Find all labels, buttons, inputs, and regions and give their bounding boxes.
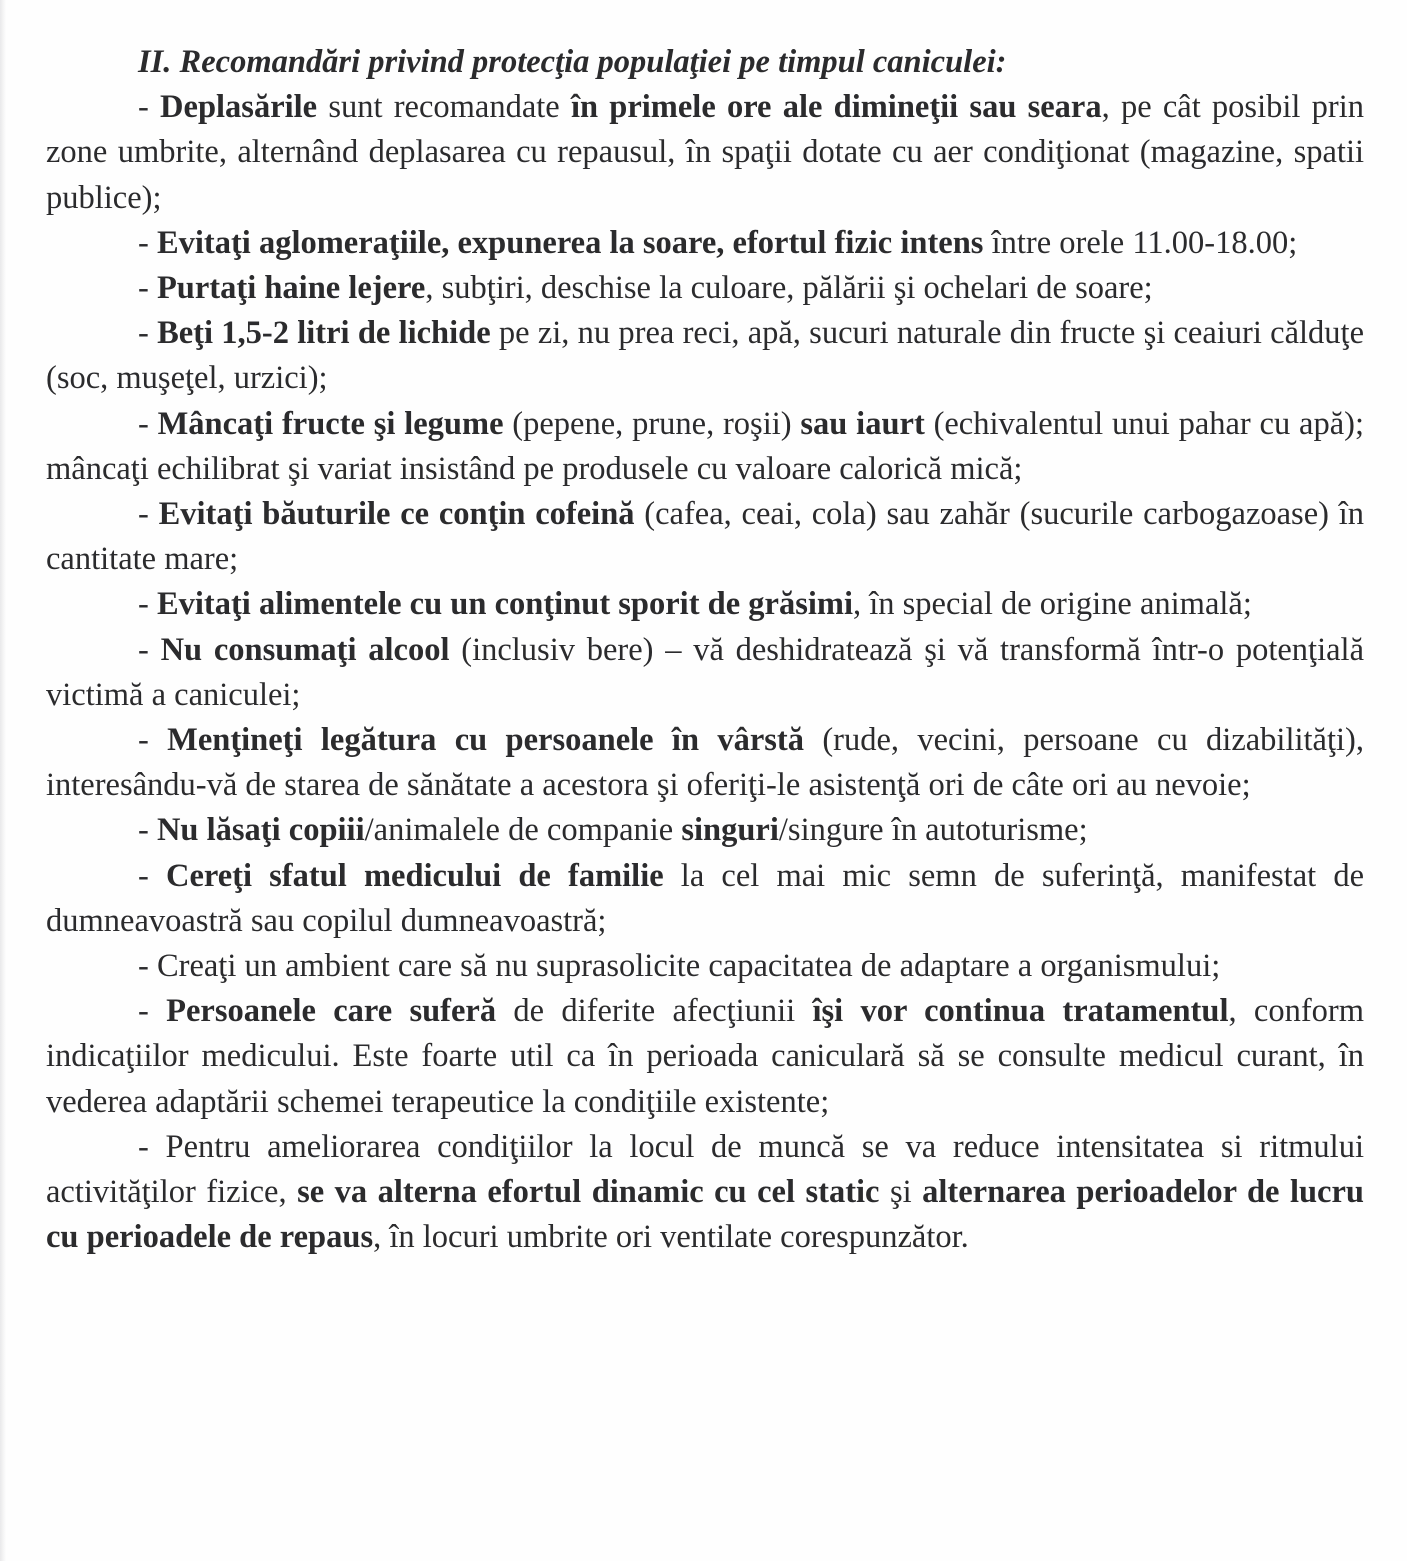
recommendation-item xyxy=(46,492,1364,582)
regular-text: - xyxy=(138,224,157,261)
regular-text: /animalele de companie xyxy=(364,812,682,849)
document-body xyxy=(46,40,1364,1260)
bold-text: în primele ore ale dimineţii sau seara xyxy=(570,89,1102,126)
bold-text: Nu lăsaţi copiii xyxy=(156,812,365,849)
regular-text: - xyxy=(138,405,158,442)
recommendation-item xyxy=(46,85,1364,221)
recommendation-item xyxy=(46,311,1364,401)
regular-text: - xyxy=(138,631,161,668)
bold-text: Deplasările xyxy=(160,89,318,126)
bold-text: îşi vor continua tratamentul xyxy=(812,993,1229,1030)
bold-text: Purtaţi haine lejere xyxy=(156,270,426,307)
bold-text: se va alterna efortul dinamic cu cel static xyxy=(297,1174,880,1211)
section-heading: II. Recomandări privind protecţia populaţiei pe timpul caniculei: xyxy=(138,44,1007,80)
regular-text: - Pentru ameliorarea condiţiilor la locul de muncă se va reduce intensitatea si ritmului activităţilor fizice, xyxy=(46,1128,1364,1211)
regular-text: de diferite afecţiunii xyxy=(496,993,813,1030)
regular-text: (pepene, prune, roşii) xyxy=(503,405,801,442)
bold-text: Evitaţi băuturile ce conţin cofeină xyxy=(158,496,635,533)
bold-text: Nu consumaţi alcool xyxy=(160,631,450,668)
regular-text: - xyxy=(138,586,157,623)
regular-text: - xyxy=(138,89,161,126)
recommendation-item xyxy=(46,854,1364,944)
regular-text: pe zi, nu prea reci, apă, sucuri naturale din fructe şi ceaiuri călduţe (soc, muşeţel, urzici); xyxy=(46,315,1364,397)
regular-text: - xyxy=(138,722,168,759)
regular-text: , pe cât posibil prin zone umbrite, alternând deplasarea cu repausul, în spaţii dotate cu aer condiţionat (magazine, spatii publice); xyxy=(46,89,1364,216)
regular-text: - xyxy=(138,270,157,307)
bold-text: Evitaţi aglomeraţiile, expunerea la soare, efortul fizic intens xyxy=(156,224,984,261)
recommendation-item xyxy=(46,628,1364,718)
recommendation-item xyxy=(46,718,1364,808)
bold-text: Cereţi sfatul medicului de familie xyxy=(165,857,664,894)
bold-text: Evitaţi alimentele cu un conţinut sporit de grăsimi xyxy=(156,586,853,623)
regular-text: , în special de origine animală; xyxy=(852,586,1252,623)
recommendation-item xyxy=(46,582,1364,627)
bold-text: Beţi 1,5-2 litri de lichide xyxy=(157,315,491,352)
regular-text: - xyxy=(138,857,166,894)
regular-text: - xyxy=(138,315,158,352)
scan-edge-shadow xyxy=(0,0,6,1561)
regular-text: (cafea, ceai, cola) sau zahăr (sucurile carbogazoase) în cantitate mare; xyxy=(46,496,1364,578)
regular-text: - xyxy=(138,993,167,1030)
bold-text: Menţineţi legătura cu persoanele în vârstă xyxy=(167,722,804,759)
regular-text: /singure în autoturisme; xyxy=(778,812,1088,849)
bold-text: alternarea perioadelor de lucru cu perioadele de repaus xyxy=(46,1174,1364,1256)
regular-text: între orele 11.00-18.00; xyxy=(983,224,1298,261)
bold-text: singuri xyxy=(681,812,779,849)
bold-text: Mâncaţi fructe şi legume xyxy=(157,405,504,442)
regular-text: - xyxy=(138,812,157,849)
regular-text: (echivalentul unui pahar cu apă); mâncaţi echilibrat şi variat insistând pe produsele cu valoare calorică mică; xyxy=(46,405,1364,487)
regular-text: şi xyxy=(879,1174,923,1211)
regular-text: , în locuri umbrite ori ventilate corespunzător. xyxy=(373,1219,969,1256)
regular-text: (rude, vecini, persoane cu dizabilităţi), interesându-vă de starea de sănătate a acestora şi oferiţi-le asistenţă ori de câte ori au nevoie; xyxy=(46,722,1364,804)
regular-text: - Creaţi un ambient care să nu suprasolicite capacitatea de adaptare a organismului; xyxy=(138,948,1221,985)
regular-text: , subţiri, deschise la culoare, pălării şi ochelari de soare; xyxy=(425,270,1153,307)
recommendation-item xyxy=(46,944,1364,989)
regular-text: , conform indicaţiilor medicului. Este foarte util ca în perioada caniculară să se consulte medicul curant, în vederea adaptării schemei terapeutice la condiţiile existente; xyxy=(46,993,1364,1120)
recommendation-list xyxy=(46,85,1364,1260)
recommendation-item xyxy=(46,989,1364,1125)
regular-text: la cel mai mic semn de suferinţă, manifestat de dumneavoastră sau copilul dumneavoastră; xyxy=(46,857,1364,939)
regular-text: sunt recomandate xyxy=(317,89,571,126)
bold-text: Persoanele care suferă xyxy=(166,993,497,1030)
recommendation-item xyxy=(46,808,1364,853)
bold-text: sau iaurt xyxy=(800,405,925,442)
recommendation-item xyxy=(46,221,1364,266)
regular-text: (inclusiv bere) – vă deshidratează şi vă transformă într-o potenţială victimă a caniculei; xyxy=(46,631,1364,713)
recommendation-item xyxy=(46,402,1364,492)
recommendation-item xyxy=(46,266,1364,311)
regular-text: - xyxy=(138,496,159,533)
recommendation-item xyxy=(46,1125,1364,1261)
